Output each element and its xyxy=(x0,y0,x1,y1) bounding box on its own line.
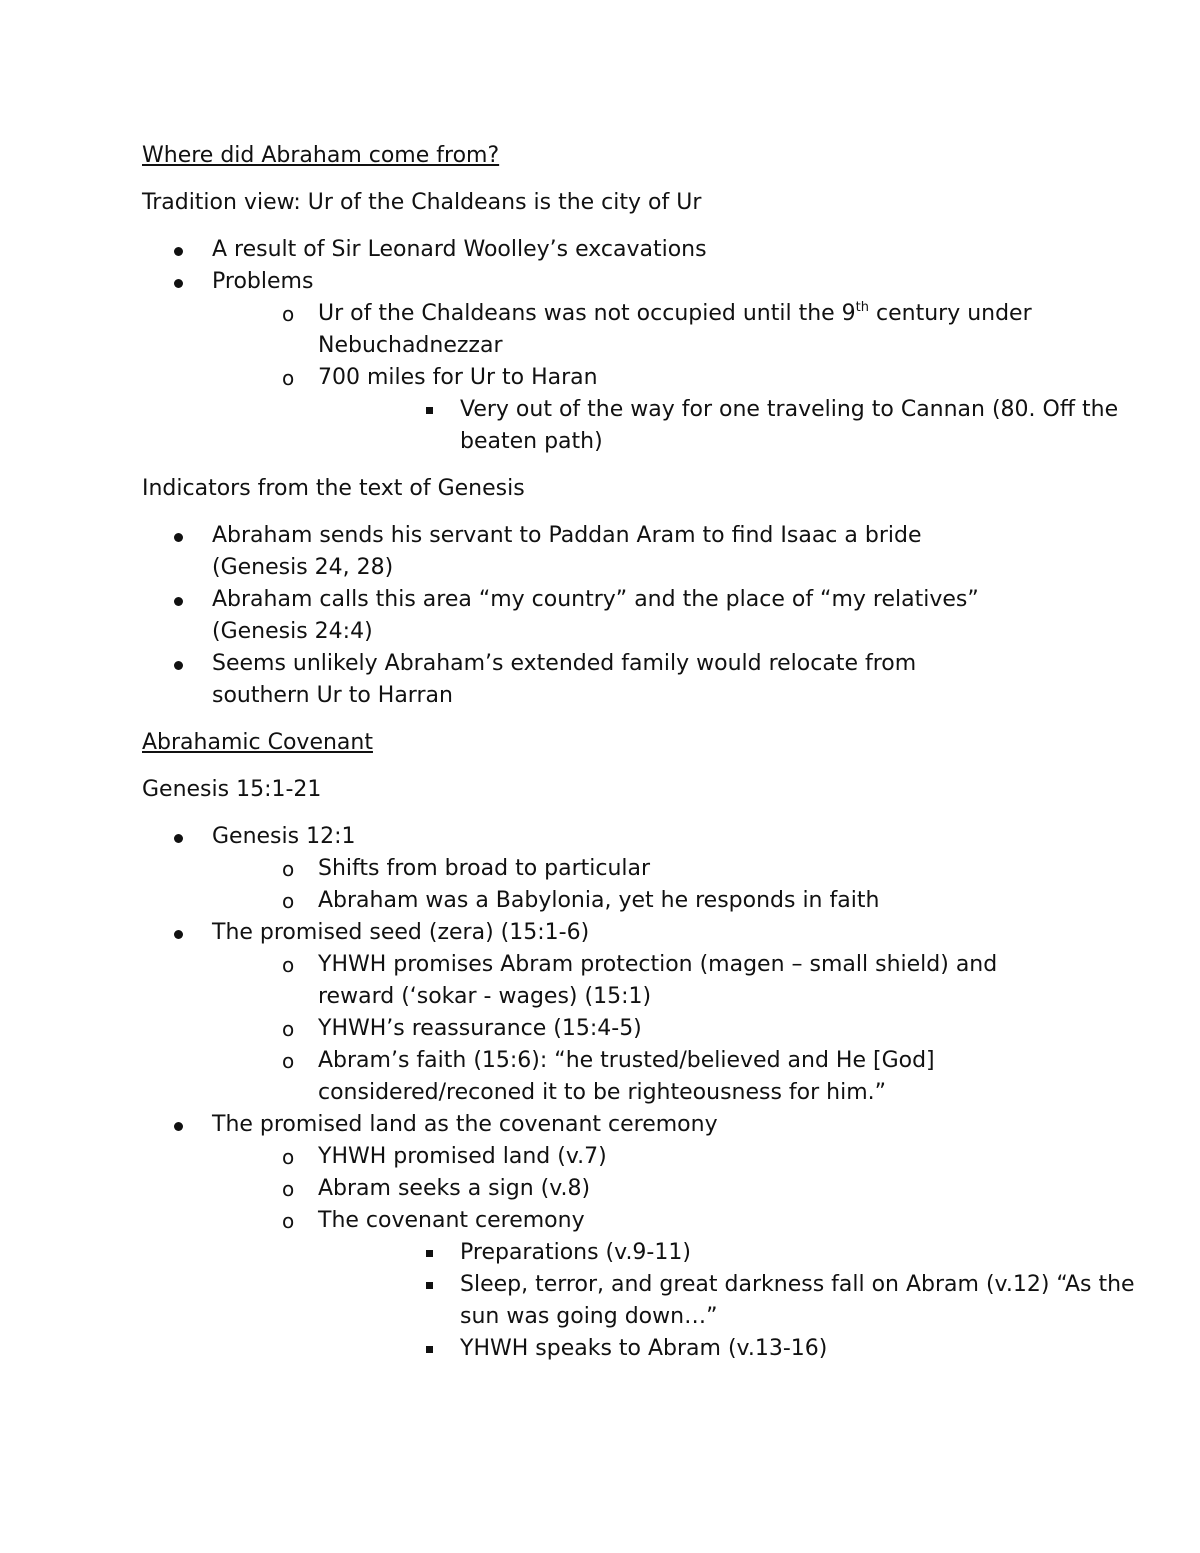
list-item-text: Preparations (v.9-11) xyxy=(460,1240,691,1265)
promised-land-sublist xyxy=(212,1141,1135,1365)
list-item xyxy=(212,298,1042,362)
bullet-circle-icon: o xyxy=(282,366,295,390)
list-item xyxy=(142,821,1042,917)
bullet-circle-icon: o xyxy=(282,1209,295,1233)
list-item-text-continued: considered/reconed it to be righteousness for him.” xyxy=(318,1080,887,1105)
list-item xyxy=(318,1237,1042,1269)
list-item-text: Abraham calls this area “my country” and the place of “my relatives” xyxy=(212,587,979,612)
covenant-bullet-list xyxy=(142,821,1135,1365)
list-item-text-continued: (Genesis 24, 28) xyxy=(212,555,394,580)
bullet-circle-icon: o xyxy=(282,857,295,881)
list-item-text-continued: beaten path) xyxy=(460,429,603,454)
list-item-text: Sleep, terror, and great darkness fall on Abram (v.12) “As the xyxy=(460,1272,1135,1297)
list-item xyxy=(142,917,1042,1109)
superscript: th xyxy=(855,300,870,315)
list-item-text xyxy=(318,298,1042,330)
ceremony-sublist xyxy=(318,1237,1135,1365)
distance-sublist xyxy=(318,394,1119,458)
list-item xyxy=(212,1045,1042,1109)
list-item xyxy=(318,394,1119,458)
list-item xyxy=(142,648,1042,712)
bullet-circle-icon: o xyxy=(282,1145,295,1169)
bullet-circle-icon: o xyxy=(282,302,295,326)
list-item-text: The promised seed (zera) (15:1-6) xyxy=(212,920,590,945)
list-item xyxy=(142,266,1119,458)
list-item-text: A result of Sir Leonard Woolley’s excavations xyxy=(212,237,707,262)
list-item xyxy=(212,362,1119,458)
list-item-text-continued: reward (‘sokar - wages) (15:1) xyxy=(318,984,652,1009)
bullet-circle-icon: o xyxy=(282,1177,295,1201)
promised-seed-sublist xyxy=(212,949,1042,1109)
list-item xyxy=(142,1109,1135,1365)
tradition-bullet-list xyxy=(142,234,1119,458)
genesis-12-sublist xyxy=(212,853,1042,917)
list-item xyxy=(212,1173,1042,1205)
text-run: Ur of the Chaldeans was not occupied until the 9 xyxy=(318,301,856,326)
list-item-text: The promised land as the covenant ceremony xyxy=(212,1112,718,1137)
list-item xyxy=(142,520,1042,584)
list-item-text: Abraham was a Babylonia, yet he responds in faith xyxy=(318,888,880,913)
list-item xyxy=(212,853,1042,885)
list-item-text: Abram’s faith (15:6): “he trusted/believed and He [God] xyxy=(318,1048,935,1073)
list-item-text: The covenant ceremony xyxy=(318,1208,585,1233)
list-item xyxy=(142,584,1042,648)
list-item-text: YHWH’s reassurance (15:4-5) xyxy=(318,1016,642,1041)
document-page xyxy=(142,140,1135,1380)
list-item-text: 700 miles for Ur to Haran xyxy=(318,365,598,390)
list-item-text: YHWH promised land (v.7) xyxy=(318,1144,607,1169)
indicators-title: Indicators from the text of Genesis xyxy=(142,476,525,501)
list-item xyxy=(142,234,1042,266)
list-item xyxy=(318,1269,1135,1333)
list-item-text: Abraham sends his servant to Paddan Aram to find Isaac a bride xyxy=(212,523,922,548)
list-item xyxy=(212,949,1042,1013)
heading-abrahamic-covenant: Abrahamic Covenant xyxy=(142,730,373,755)
list-item-text: Abram seeks a sign (v.8) xyxy=(318,1176,591,1201)
list-item xyxy=(212,1205,1135,1365)
list-item-text-continued: sun was going down…” xyxy=(460,1304,718,1329)
bullet-circle-icon: o xyxy=(282,1049,295,1073)
heading-abraham-origin: Where did Abraham come from? xyxy=(142,143,500,168)
list-item-text: YHWH speaks to Abram (v.13-16) xyxy=(460,1336,828,1361)
list-item-text: YHWH promises Abram protection (magen – small shield) and xyxy=(318,952,998,977)
list-item-text: Genesis 12:1 xyxy=(212,824,356,849)
list-item xyxy=(318,1333,1042,1365)
indicators-bullet-list xyxy=(142,520,1042,712)
list-item-text: Problems xyxy=(212,269,314,294)
text-run: century under xyxy=(869,301,1032,326)
list-item xyxy=(212,1141,1042,1173)
list-item-text: Shifts from broad to particular xyxy=(318,856,651,881)
bullet-circle-icon: o xyxy=(282,953,295,977)
list-item-text-continued: (Genesis 24:4) xyxy=(212,619,373,644)
list-item-text: Very out of the way for one traveling to Cannan (80. Off the xyxy=(460,397,1119,422)
list-item xyxy=(212,1013,1042,1045)
list-item-text: Seems unlikely Abraham’s extended family would relocate from xyxy=(212,651,917,676)
list-item xyxy=(212,885,1042,917)
problems-sublist xyxy=(212,298,1119,458)
list-item-text-continued: Nebuchadnezzar xyxy=(318,333,503,358)
bullet-circle-icon: o xyxy=(282,889,295,913)
list-item-text-continued: southern Ur to Harran xyxy=(212,683,453,708)
covenant-reference: Genesis 15:1-21 xyxy=(142,777,322,802)
tradition-view-text: Tradition view: Ur of the Chaldeans is the city of Ur xyxy=(142,190,702,215)
bullet-circle-icon: o xyxy=(282,1017,295,1041)
